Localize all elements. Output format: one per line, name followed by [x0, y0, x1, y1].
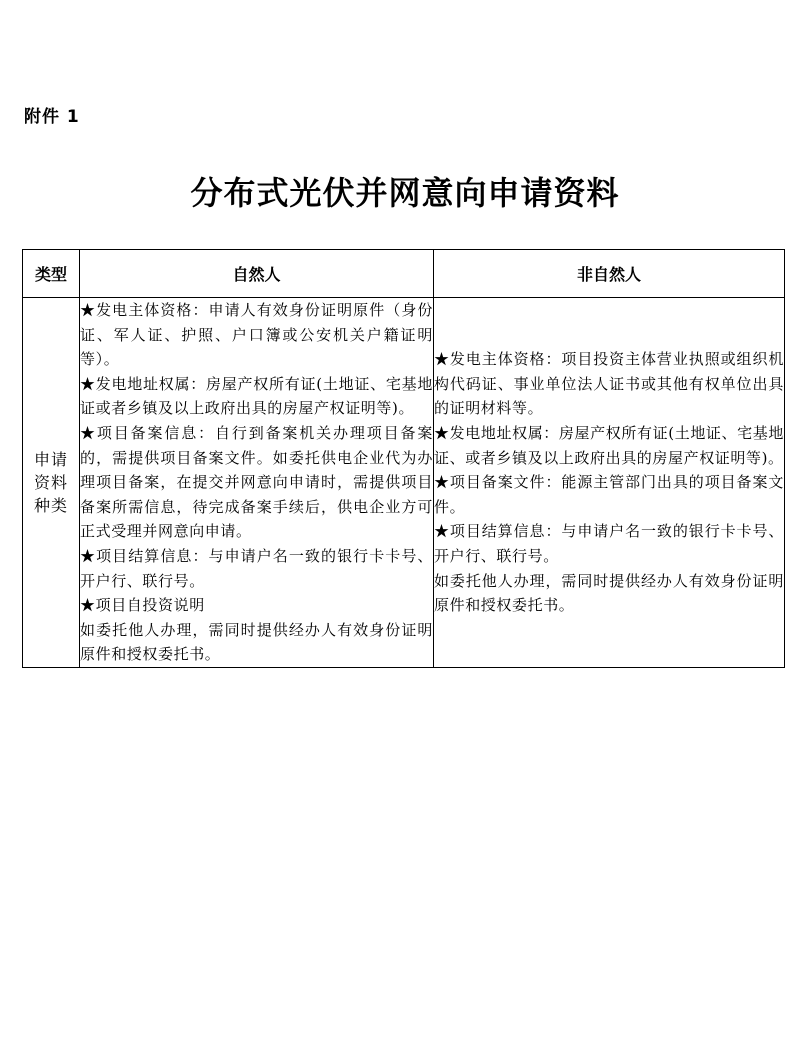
row-type-line: 资料 — [33, 472, 68, 492]
natural-person-item: ★发电地址权属：房屋产权所有证(土地证、宅基地证或者乡镇及以上政府出具的房屋产权证明等)。 — [80, 374, 433, 418]
non-natural-person-item: ★项目结算信息：与申请户名一致的银行卡卡号、开户行、联行号。 — [434, 522, 784, 565]
natural-person-cell — [80, 298, 434, 668]
attachment-label: 附件 1 — [24, 107, 80, 127]
row-type-cell — [23, 298, 80, 668]
page-title: 分布式光伏并网意向申请资料 — [190, 174, 620, 212]
column-header-non-natural-person: 非自然人 — [434, 250, 785, 298]
non-natural-person-item: ★项目备案文件：能源主管部门出具的项目备案文件。 — [434, 473, 784, 516]
column-header-type: 类型 — [23, 250, 80, 298]
row-type-line: 种类 — [33, 495, 68, 515]
natural-person-item: ★项目备案信息：自行到备案机关办理项目备案的，需提供项目备案文件。如委托供电企业代为办理项目备案，在提交并网意向申请时，需提供项目备案所需信息，待完成备案手续后，供电企业方可正式受理并网意向申请。 — [80, 423, 433, 541]
non-natural-person-cell — [434, 298, 785, 668]
column-header-natural-person: 自然人 — [80, 250, 434, 298]
non-natural-person-item: ★发电主体资格：项目投资主体营业执照或组织机构代码证、事业单位法人证书或其他有权单位出具的证明材料等。 — [434, 350, 784, 418]
non-natural-person-item: ★发电地址权属：房屋产权所有证(土地证、宅基地证、或者乡镇及以上政府出具的房屋产权证明等)。 — [434, 423, 784, 467]
table-row — [23, 298, 785, 668]
row-type-line: 申请 — [33, 449, 68, 469]
non-natural-person-item: 如委托他人办理，需同时提供经办人有效身份证明原件和授权委托书。 — [434, 571, 784, 615]
natural-person-item: ★项目结算信息：与申请户名一致的银行卡卡号、开户行、联行号。 — [80, 546, 433, 590]
natural-person-item: ★发电主体资格：申请人有效身份证明原件（身份证、军人证、护照、户口簿或公安机关户籍证明等）。 — [80, 301, 433, 369]
natural-person-item: 如委托他人办理，需同时提供经办人有效身份证明原件和授权委托书。 — [80, 620, 433, 664]
natural-person-item: ★项目自投资说明 — [80, 596, 205, 615]
application-materials-table — [22, 249, 785, 668]
table-header-row — [23, 250, 785, 298]
